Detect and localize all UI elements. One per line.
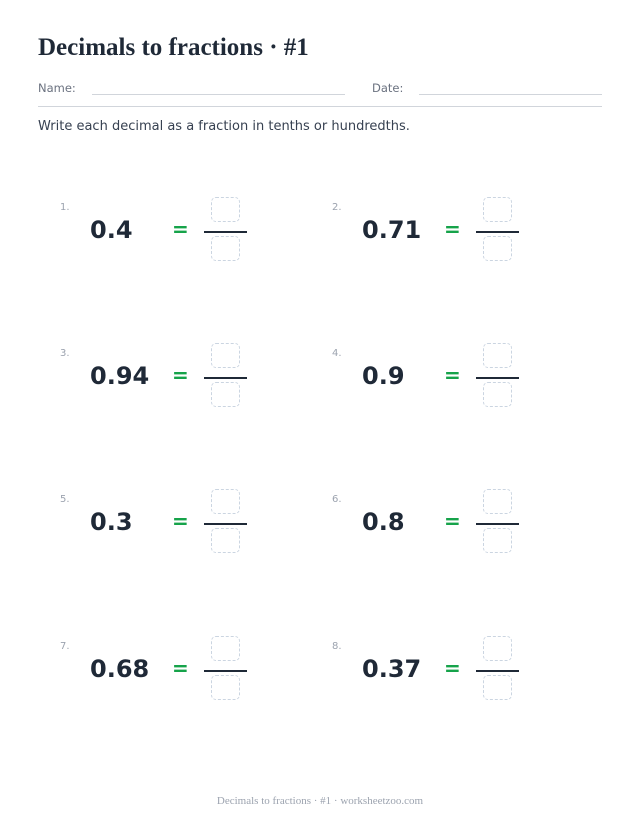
fraction-bar xyxy=(476,523,519,525)
equals-sign: = xyxy=(444,217,461,241)
decimal-value: 0.37 xyxy=(362,655,422,683)
denominator-box[interactable] xyxy=(483,382,512,407)
numerator-box[interactable] xyxy=(483,197,512,222)
worksheet-title: Decimals to fractions · #1 xyxy=(38,34,309,61)
equals-sign: = xyxy=(172,656,189,680)
numerator-box[interactable] xyxy=(483,636,512,661)
problem-number: 3. xyxy=(60,348,70,359)
denominator-box[interactable] xyxy=(211,528,240,553)
numerator-box[interactable] xyxy=(483,343,512,368)
equals-sign: = xyxy=(172,363,189,387)
instructions: Write each decimal as a fraction in tenths or hundredths. xyxy=(38,119,410,134)
numerator-box[interactable] xyxy=(211,343,240,368)
decimal-value: 0.3 xyxy=(90,508,133,536)
page-footer: Decimals to fractions · #1 · worksheetzoo.com xyxy=(216,795,424,807)
decimal-value: 0.71 xyxy=(362,216,422,244)
denominator-box[interactable] xyxy=(483,675,512,700)
problem-7 xyxy=(60,641,320,711)
decimal-value: 0.4 xyxy=(90,216,133,244)
equals-sign: = xyxy=(172,509,189,533)
problem-number: 1. xyxy=(60,202,70,213)
problem-number: 5. xyxy=(60,494,70,505)
problem-number: 7. xyxy=(60,641,70,652)
decimal-value: 0.9 xyxy=(362,362,405,390)
problem-5 xyxy=(60,494,320,564)
numerator-box[interactable] xyxy=(211,197,240,222)
fraction-bar xyxy=(204,523,247,525)
problem-2 xyxy=(332,202,592,272)
equals-sign: = xyxy=(172,217,189,241)
denominator-box[interactable] xyxy=(211,675,240,700)
problem-number: 4. xyxy=(332,348,342,359)
equals-sign: = xyxy=(444,656,461,680)
header-divider xyxy=(38,106,602,107)
denominator-box[interactable] xyxy=(483,236,512,261)
fraction-bar xyxy=(476,231,519,233)
numerator-box[interactable] xyxy=(211,636,240,661)
equals-sign: = xyxy=(444,509,461,533)
fraction-bar xyxy=(476,377,519,379)
problem-number: 8. xyxy=(332,641,342,652)
fraction-bar xyxy=(204,231,247,233)
problem-3 xyxy=(60,348,320,418)
problem-1 xyxy=(60,202,320,272)
decimal-value: 0.8 xyxy=(362,508,405,536)
fraction-bar xyxy=(204,377,247,379)
numerator-box[interactable] xyxy=(483,489,512,514)
problem-4 xyxy=(332,348,592,418)
decimal-value: 0.94 xyxy=(90,362,150,390)
problem-8 xyxy=(332,641,592,711)
equals-sign: = xyxy=(444,363,461,387)
problem-number: 2. xyxy=(332,202,342,213)
date-label: Date: xyxy=(372,81,404,95)
denominator-box[interactable] xyxy=(211,382,240,407)
name-label: Name: xyxy=(38,81,76,95)
denominator-box[interactable] xyxy=(211,236,240,261)
decimal-value: 0.68 xyxy=(90,655,150,683)
fraction-bar xyxy=(204,670,247,672)
numerator-box[interactable] xyxy=(211,489,240,514)
fraction-bar xyxy=(476,670,519,672)
name-line[interactable] xyxy=(92,94,345,95)
denominator-box[interactable] xyxy=(483,528,512,553)
date-line[interactable] xyxy=(419,94,602,95)
problem-number: 6. xyxy=(332,494,342,505)
problem-6 xyxy=(332,494,592,564)
